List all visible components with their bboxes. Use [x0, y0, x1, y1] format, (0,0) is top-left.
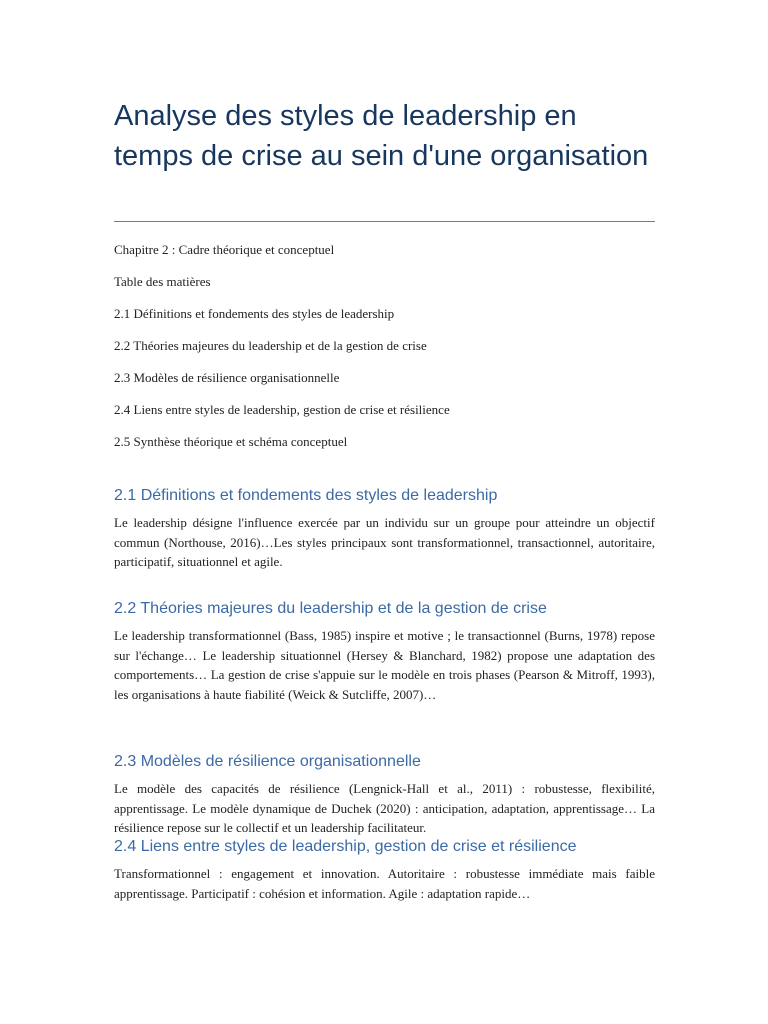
toc-entry: 2.5 Synthèse théorique et schéma conceptuel — [114, 434, 348, 449]
section-heading: 2.2 Théories majeures du leadership et de la gestion de crise — [114, 600, 547, 617]
section-2-1 — [114, 485, 655, 572]
section-2-2 — [114, 598, 655, 704]
toc-entry: 2.1 Définitions et fondements des styles de leadership — [114, 306, 395, 321]
toc-entry: 2.2 Théories majeures du leadership et de la gestion de crise — [114, 338, 427, 353]
title-divider — [114, 221, 655, 222]
toc-entry: 2.4 Liens entre styles de leadership, gestion de crise et résilience — [114, 402, 450, 417]
section-body: Le modèle des capacités de résilience (Lengnick-Hall et al., 2011) : robustesse, flexibilité, apprentissage. Le modèle dynamique de Duchek (2020) : anticipation, adaptation, apprentissage… La résilience repose sur le collectif et un leadership facilitateur. — [114, 781, 655, 835]
section-body: Transformationnel : engagement et innovation. Autoritaire : robustesse immédiate mais faible apprentissage. Participatif : cohésion et information. Agile : adaptation rapide… — [114, 866, 655, 901]
section-heading: 2.1 Définitions et fondements des styles de leadership — [114, 487, 498, 504]
section-body: Le leadership désigne l'influence exercée par un individu sur un groupe pour atteindre un objectif commun (Northouse, 2016)…Les styles principaux sont transformationnel, transactionnel, autoritaire, participatif, situationnel et agile. — [114, 515, 655, 569]
section-heading: 2.4 Liens entre styles de leadership, gestion de crise et résilience — [114, 838, 577, 855]
table-of-contents — [114, 241, 655, 465]
section-heading: 2.3 Modèles de résilience organisationnelle — [114, 753, 421, 770]
toc-entry: 2.3 Modèles de résilience organisationnelle — [114, 370, 340, 385]
document-title: Analyse des styles de leadership en temps de crise au sein d'une organisation — [114, 100, 649, 172]
chapter-heading: Chapitre 2 : Cadre théorique et conceptuel — [114, 242, 335, 257]
section-2-3 — [114, 751, 655, 838]
toc-heading: Table des matières — [114, 274, 211, 289]
section-2-4 — [114, 836, 655, 903]
section-body: Le leadership transformationnel (Bass, 1985) inspire et motive ; le transactionnel (Burns, 1978) repose sur l'échange… Le leadership situationnel (Hersey & Blanchard, 1982) propose une adaptation des comportements… La gestion de crise s'appuie sur le modèle en trois phases (Pearson & Mitroff, 1993), les organisations à haute fiabilité (Weick & Sutcliffe, 2007)… — [114, 628, 655, 702]
